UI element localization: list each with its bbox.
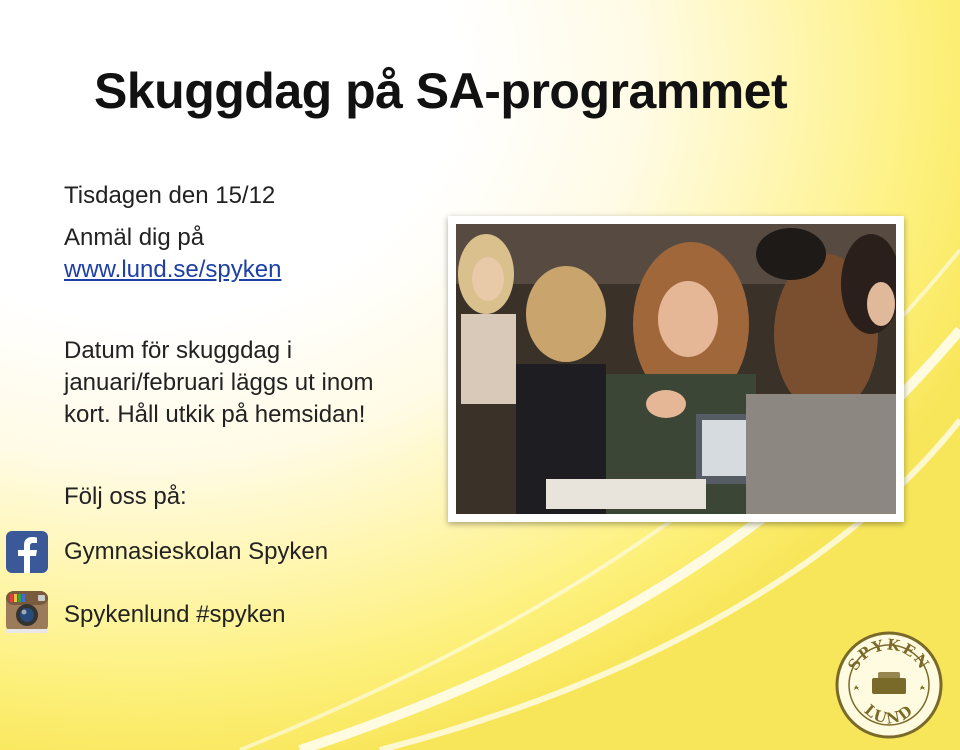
instagram-icon[interactable] (4, 589, 50, 635)
facebook-label[interactable]: Gymnasieskolan Spyken (64, 538, 329, 565)
info-line-2: januari/februari läggs ut inom (64, 369, 374, 396)
date-text: Tisdagen den 15/12 (64, 182, 276, 209)
facebook-icon[interactable] (6, 531, 48, 573)
slide-title: Skuggdag på SA-programmet (94, 63, 788, 119)
instagram-label[interactable]: Spykenlund #spyken (64, 601, 286, 628)
follow-label: Följ oss på: (64, 483, 187, 510)
svg-text:LUND: LUND (860, 700, 918, 728)
info-line-1: Datum för skuggdag i (64, 337, 293, 364)
signup-link[interactable]: www.lund.se/spyken (64, 256, 282, 283)
info-line-3: kort. Håll utkik på hemsidan! (64, 401, 366, 428)
spyken-lund-logo (834, 630, 944, 740)
students-photo (456, 224, 896, 514)
svg-text:SPYKEN: SPYKEN (844, 635, 934, 674)
photo-frame (448, 216, 904, 522)
signup-text: Anmäl dig på (64, 224, 205, 251)
